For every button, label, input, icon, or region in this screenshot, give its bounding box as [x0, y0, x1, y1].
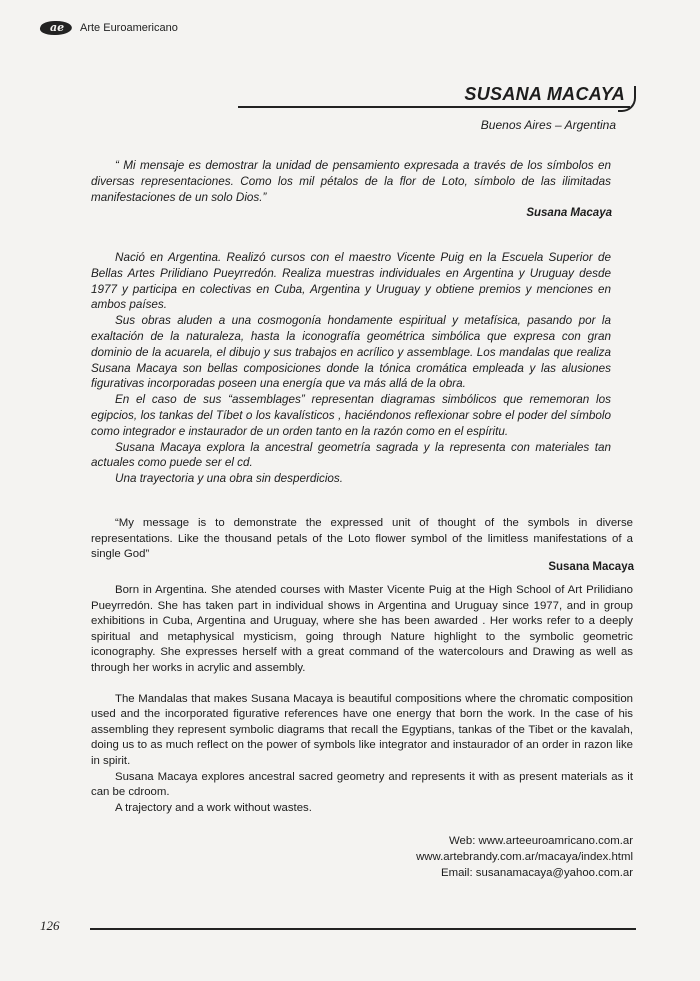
- email-address: Email: susanamacaya@yahoo.com.ar: [440, 867, 633, 879]
- spanish-signature: Susana Macaya: [526, 207, 612, 219]
- spanish-paragraph: Sus obras aluden a una cosmogonía hondamente espiritual y metafísica, pasando por la exaltación de la naturaleza, hasta la iconografía geométrica simbólica que expresa con gran dominio de la acuarela, el dibujo y sus trabajos en acrílico y assemblage. Los mandalas que realiza Susana Macaya son bellas composiciones donde la tónica cromática empleada y las alusiones figurativas incorporadas poseen una energía que va más allá de la obra.: [91, 314, 611, 391]
- english-paragraph: Born in Argentina. She atended courses with Master Vicente Puig at the High School of Art Prilidiano Pueyrredón. She has taken part in individual shows in Argentina and Uruguay since 1977, and in group exhibitions in Cuba, Argentina and Uruguay, where she has been awarded . Her works refer to a deeply spiritual and metaphysical mysticism, going through Nature highlight to the symbolic geometric iconography. She expresses herself with a great command of the watercolours and Drawing as well as through her works in acrylic and assembly.: [91, 584, 633, 674]
- spanish-paragraph: En el caso de sus “assemblages” representan diagramas simbólicos que rememoran los egipcios, los tankas del Tíbet o los kavalísticos , haciéndonos reflexionar sobre el poder del símbolo como integrador e instaurador de un orden tanto en la razón como en el espíritu.: [91, 393, 611, 438]
- english-signature: Susana Macaya: [548, 561, 634, 573]
- english-paragraph: The Mandalas that makes Susana Macaya is beautiful compositions where the chromatic composition used and the incorporated figurative references have one energy that born the work. In the case of his assembling they represent symbolic diagrams that recall the Egyptians, tankas of the Tibet or the kavalah, doing us to as much reflect on the power of symbols like integrator and instaurador of an order in razon like in spirit.: [91, 692, 633, 767]
- spanish-biography: [91, 250, 611, 487]
- english-quote: “My message is to demonstrate the expressed unit of thought of the symbols in diverse representations. Like the thousand petals of the Loto flower symbol of the limitless manifestations of a single God”: [91, 517, 633, 561]
- title-rule: [238, 106, 630, 108]
- title-bracket: [618, 86, 636, 112]
- logo-text: ae: [50, 21, 65, 34]
- article-title: SUSANA MACAYA: [464, 84, 625, 104]
- website-link: Web: www.arteeuroamricano.com.ar: [448, 835, 633, 847]
- contact-info: [416, 833, 633, 881]
- english-paragraph: Susana Macaya explores ancestral sacred geometry and represents it with as present materials as it can be cdroom.: [91, 770, 633, 799]
- english-paragraph: A trajectory and a work without wastes.: [115, 801, 312, 814]
- spanish-paragraph: Una trayectoria y una obra sin desperdicios.: [115, 472, 344, 486]
- article-location: Buenos Aires – Argentina: [480, 118, 616, 132]
- spanish-quote: “ Mi mensaje es demostrar la unidad de pensamiento expresada a través de los símbolos en diversas representaciones. Como los mil pétalos de la flor de Loto, símbolo de las ilimitadas manifestaciones de un solo Dios.”: [91, 159, 611, 204]
- footer-rule: [90, 928, 636, 930]
- website-link: www.artebrandy.com.ar/macaya/index.html: [416, 851, 633, 863]
- page-header: [40, 18, 178, 38]
- spanish-paragraph: Nació en Argentina. Realizó cursos con el maestro Vicente Puig en la Escuela Superior de Bellas Artes Prilidiano Pueyrredón. Realiza muestras individuales en Argentina y Uruguay desde 1977 y participa en colectivas en Cuba, Argentina y Uruguay y obtiene premios y menciones en ambos países.: [91, 251, 611, 312]
- magazine-title: Arte Euroamericano: [80, 22, 178, 34]
- page-number: 126: [40, 918, 60, 933]
- spanish-paragraph: Susana Macaya explora la ancestral geometría sagrada y la representa con materiales tan actuales como puede ser el cd.: [91, 440, 611, 470]
- english-biography: [91, 583, 633, 816]
- magazine-logo: [40, 18, 74, 38]
